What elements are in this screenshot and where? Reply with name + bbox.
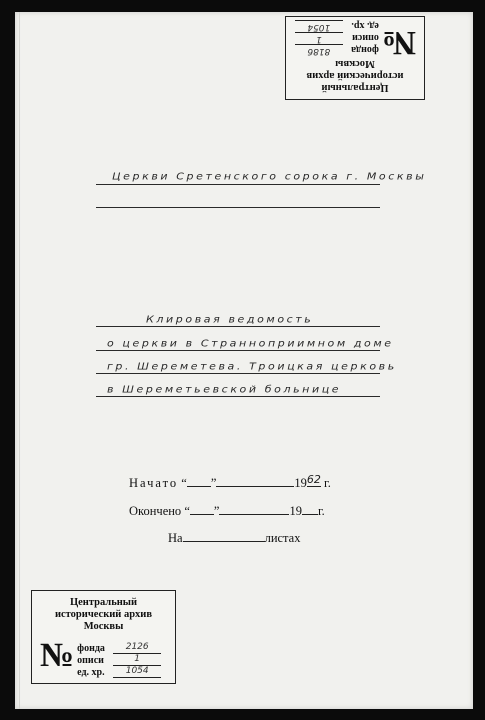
ended-label: Окончено <box>129 504 182 518</box>
stamp-archive-name <box>32 591 175 633</box>
started-year-handwritten: 62 <box>306 473 321 486</box>
fond-value: 2126 <box>113 642 161 654</box>
title-line-2: о церкви в Странноприимном доме <box>107 337 394 350</box>
stamp-line-3: Москвы <box>335 58 375 69</box>
stamp-numbers <box>32 637 175 678</box>
stamp-delo: ед. хр. 1054 <box>77 666 161 678</box>
stamp-line-1: Центральный <box>69 597 138 608</box>
started-date-field: Начато “ ” 19 62 г. <box>129 473 331 490</box>
number-sign: № <box>40 637 74 674</box>
heading-underline-2 <box>96 207 380 208</box>
heading-underline-1 <box>96 184 380 185</box>
title-underline-1 <box>96 326 380 327</box>
fond-value: 8186 <box>295 44 343 56</box>
delo-value: 1054 <box>295 20 343 32</box>
title-underline-3 <box>96 373 380 374</box>
started-month-blank <box>216 475 294 487</box>
number-sign: № <box>382 24 416 61</box>
stamp-opis: описи 1 <box>77 654 161 666</box>
title-underline-2 <box>96 350 380 351</box>
title-line-4: в Шереметьевской больнице <box>107 383 342 396</box>
stamp-line-2: исторический архив <box>306 70 404 81</box>
stamp-fond: фонда 8186 <box>295 44 379 56</box>
archive-stamp-top <box>285 16 425 100</box>
opis-value: 1 <box>113 654 161 666</box>
cover-fold-line <box>19 12 20 709</box>
stamp-delo: ед. хр. 1054 <box>295 20 379 32</box>
title-line-1: Клировая ведомость <box>146 313 314 326</box>
ended-day-blank <box>190 503 214 515</box>
started-day-blank <box>187 475 211 487</box>
archive-stamp-bottom <box>31 590 176 684</box>
delo-value: 1054 <box>113 666 161 678</box>
stamp-archive-name <box>286 57 424 99</box>
opis-value: 1 <box>295 32 343 44</box>
stamp-opis: описи 1 <box>295 32 379 44</box>
started-year-blank <box>307 475 321 487</box>
started-label: Начато <box>129 476 179 490</box>
stamp-fond: фонда 2126 <box>77 642 161 654</box>
ended-month-blank <box>219 503 289 515</box>
stamp-line-3: Москвы <box>83 621 124 632</box>
stamp-numbers <box>286 20 424 61</box>
stamp-line-2: исторический архив <box>54 609 153 620</box>
collection-heading: Церкви Сретенского сорока г. Москвы <box>112 170 427 183</box>
ended-date-field: Окончено “ ” 19 г. <box>129 504 325 518</box>
sheets-count-field: На листах <box>168 531 301 545</box>
sheets-count-blank <box>183 530 265 542</box>
title-line-3: гр. Шереметева. Троицкая церковь <box>107 360 397 373</box>
title-underline-4 <box>96 396 380 397</box>
ended-year-blank <box>302 503 318 515</box>
stamp-line-1: Центральный <box>321 82 389 93</box>
